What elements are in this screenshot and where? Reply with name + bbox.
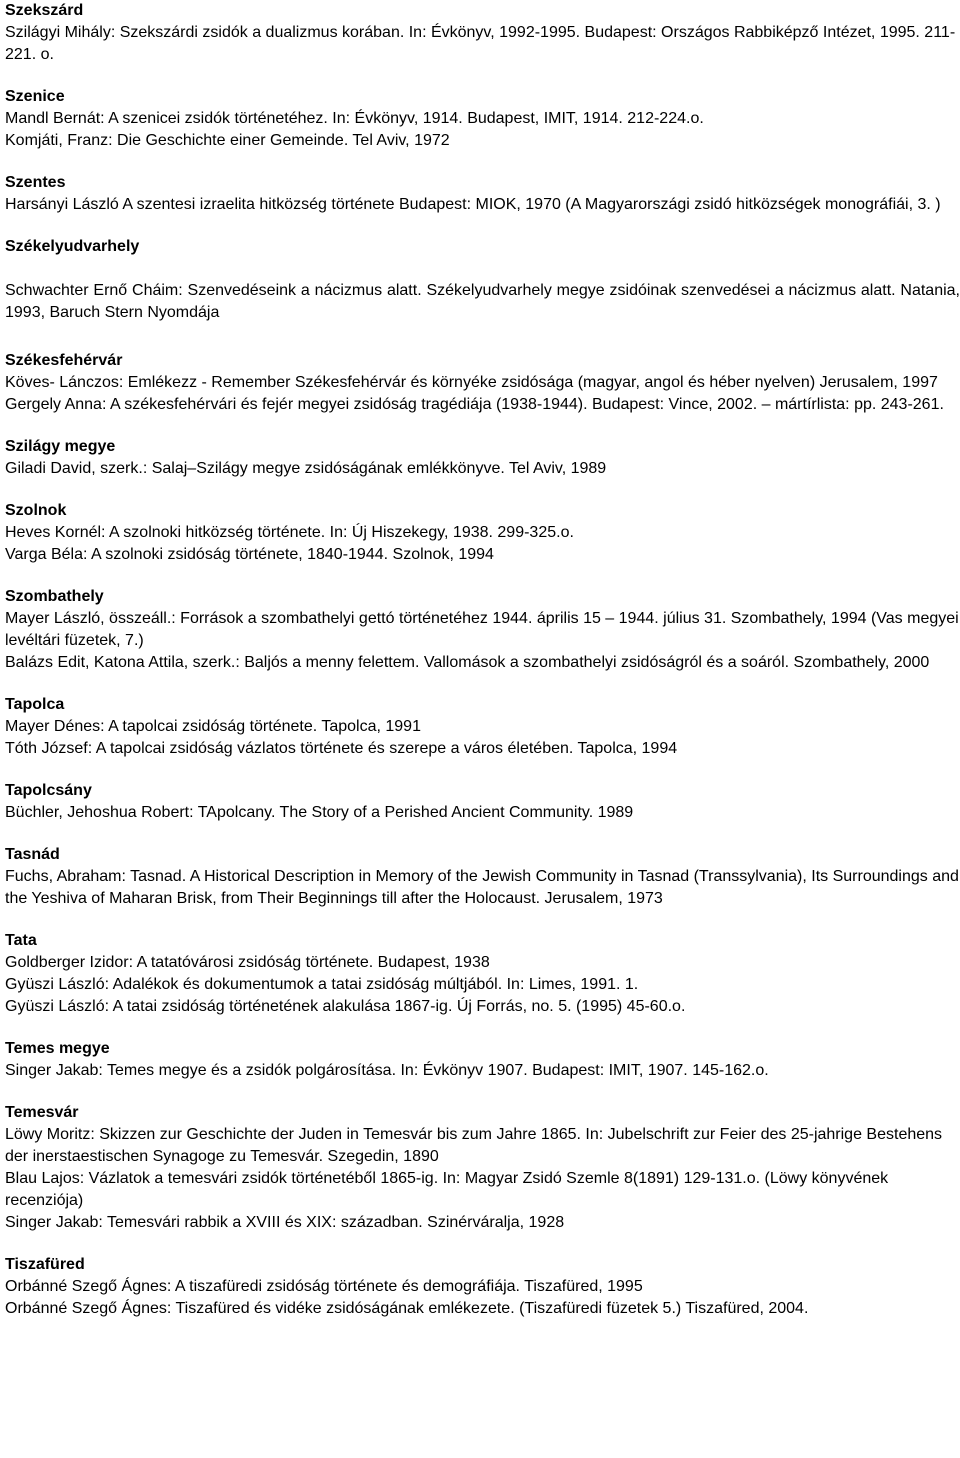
section-tapolcsany xyxy=(5,780,960,824)
section-temesvar xyxy=(5,1102,960,1234)
bibliography-entry: Singer Jakab: Temesvári rabbik a XVIII és XIX: században. Szinérváralja, 1928 xyxy=(5,1214,565,1231)
bibliography-entry: Fuchs, Abraham: Tasnad. A Historical Description in Memory of the Jewish Community in Tasnad (Transsylvania), Its Surroundings and the Yeshiva of Maharan Brisk, from Their Beginnings till after the Holocaust. Jerusalem, 1973 xyxy=(5,868,959,907)
section-heading: Székelyudvarhely xyxy=(5,238,140,255)
section-heading: Tata xyxy=(5,932,37,949)
bibliography-entry: Mayer László, összeáll.: Források a szombathelyi gettó történetéhez 1944. április 15 – 1944. július 31. Szombathely, 1994 (Vas megyei levéltári füzetek, 7.) xyxy=(5,610,959,649)
section-heading: Tiszafüred xyxy=(5,1256,85,1273)
section-szekelyudvarhely xyxy=(5,236,960,324)
bibliography-entry: Gyüszi László: A tatai zsidóság történetének alakulása 1867-ig. Új Forrás, no. 5. (1995) 45-60.o. xyxy=(5,998,686,1015)
bibliography-entry: Heves Kornél: A szolnoki hitközség története. In: Új Hiszekegy, 1938. 299-325.o. xyxy=(5,524,574,541)
section-szombathely xyxy=(5,586,960,674)
section-szilagy-megye xyxy=(5,436,960,480)
bibliography-document xyxy=(5,0,960,1320)
bibliography-entry: Tóth József: A tapolcai zsidóság vázlatos története és szerepe a város életében. Tapolca, 1994 xyxy=(5,740,678,757)
section-tata xyxy=(5,930,960,1018)
section-heading: Temesvár xyxy=(5,1104,79,1121)
bibliography-entry: Köves- Lánczos: Emlékezz - Remember Székesfehérvár és környéke zsidósága (magyar, angol és héber nyelven) Jerusalem, 1997 xyxy=(5,374,938,391)
bibliography-entry: Singer Jakab: Temes megye és a zsidók polgárosítása. In: Évkönyv 1907. Budapest: IMIT, 1907. 145-162.o. xyxy=(5,1062,769,1079)
bibliography-entry: Blau Lajos: Vázlatok a temesvári zsidók történetéből 1865-ig. In: Magyar Zsidó Szemle 8(1891) 129-131.o. (Löwy könyvének recenziója) xyxy=(5,1170,889,1209)
section-heading: Székesfehérvár xyxy=(5,352,123,369)
bibliography-entry: Harsányi László A szentesi izraelita hitközség története Budapest: MIOK, 1970 (A Magyarországi zsidó hitközségek monográfiái, 3. ) xyxy=(5,196,941,213)
bibliography-entry: Szilágyi Mihály: Szekszárdi zsidók a dualizmus korában. In: Évkönyv, 1992-1995. Budapest: Országos Rabbiképző Intézet, 1995. 211-221. o. xyxy=(5,24,956,63)
bibliography-entry: Gyüszi László: Adalékok és dokumentumok a tatai zsidóság múltjából. In: Limes, 1991. 1. xyxy=(5,976,639,993)
bibliography-entry: Giladi David, szerk.: Salaj–Szilágy megye zsidóságának emlékkönyve. Tel Aviv, 1989 xyxy=(5,460,607,477)
section-heading: Tapolca xyxy=(5,696,65,713)
bibliography-entry: Mayer Dénes: A tapolcai zsidóság története. Tapolca, 1991 xyxy=(5,718,421,735)
section-tapolca xyxy=(5,694,960,760)
section-heading: Szombathely xyxy=(5,588,104,605)
bibliography-entry: Orbánné Szegő Ágnes: Tiszafüred és vidéke zsidóságának emlékezete. (Tiszafüredi füzetek 5.) Tiszafüred, 2004. xyxy=(5,1300,809,1317)
section-heading: Szilágy megye xyxy=(5,438,116,455)
section-szenice xyxy=(5,86,960,152)
section-szekesfehervar xyxy=(5,350,960,416)
bibliography-entry: Löwy Moritz: Skizzen zur Geschichte der Juden in Temesvár bis zum Jahre 1865. In: Jubelschrift zur Feier des 25-jahrige Bestehens der inerstaestischen Synagoge zu Temesvár. Szegedin, 1890 xyxy=(5,1126,943,1165)
section-heading: Szentes xyxy=(5,174,66,191)
section-szekszard xyxy=(5,0,960,66)
section-szolnok xyxy=(5,500,960,566)
bibliography-entry: Goldberger Izidor: A tatatóvárosi zsidóság története. Budapest, 1938 xyxy=(5,954,490,971)
section-heading: Temes megye xyxy=(5,1040,110,1057)
section-heading: Szolnok xyxy=(5,502,67,519)
section-tiszafured xyxy=(5,1254,960,1320)
section-heading: Tasnád xyxy=(5,846,60,863)
bibliography-entry: Komjáti, Franz: Die Geschichte einer Gemeinde. Tel Aviv, 1972 xyxy=(5,132,450,149)
section-heading: Szekszárd xyxy=(5,2,84,19)
section-temes-megye xyxy=(5,1038,960,1082)
bibliography-entry: Orbánné Szegő Ágnes: A tiszafüredi zsidóság története és demográfiája. Tiszafüred, 1995 xyxy=(5,1278,643,1295)
section-heading: Tapolcsány xyxy=(5,782,92,799)
section-heading: Szenice xyxy=(5,88,65,105)
bibliography-entry: Mandl Bernát: A szenicei zsidók történetéhez. In: Évkönyv, 1914. Budapest, IMIT, 1914. 212-224.o. xyxy=(5,110,704,127)
bibliography-entry: Balázs Edit, Katona Attila, szerk.: Baljós a menny felettem. Vallomások a szombathelyi zsidóságról és a soáról. Szombathely, 2000 xyxy=(5,654,930,671)
section-tasnad xyxy=(5,844,960,910)
bibliography-entry: Schwachter Ernő Cháim: Szenvedéseink a nácizmus alatt. Székelyudvarhely megye zsidóinak szenvedései a nácizmus alatt. Natania, 1993, Baruch Stern Nyomdája xyxy=(5,282,960,321)
bibliography-entry: Varga Béla: A szolnoki zsidóság története, 1840-1944. Szolnok, 1994 xyxy=(5,546,494,563)
bibliography-entry: Büchler, Jehoshua Robert: TApolcany. The Story of a Perished Ancient Community. 1989 xyxy=(5,804,634,821)
section-szentes xyxy=(5,172,960,216)
bibliography-entry: Gergely Anna: A székesfehérvári és fejér megyei zsidóság tragédiája (1938-1944). Budapest: Vince, 2002. – mártírlista: pp. 243-261. xyxy=(5,396,944,413)
